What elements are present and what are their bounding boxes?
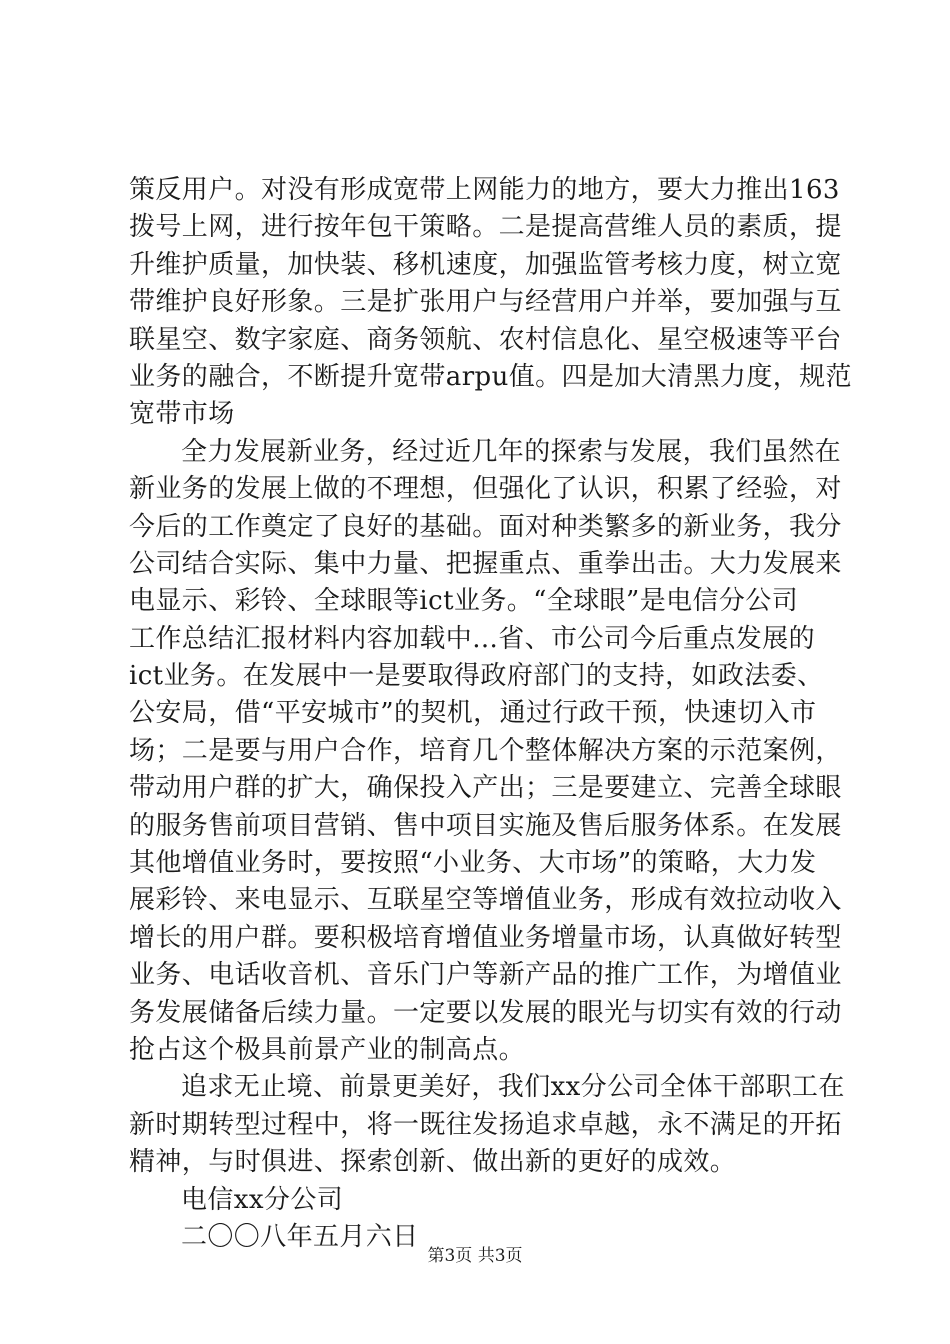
text-line: 追求无止境、前景更美好，我们xx分公司全体干部职工在 [181,1072,845,1103]
text-line: 电显示、彩铃、全球眼等ict业务。“全球眼”是电信分公司 [129,586,799,617]
paragraph-3 [129,1069,845,1181]
text-line: 抢占这个极具前景产业的制高点。 [129,1034,526,1065]
text-line: 拨号上网，进行按年包干策略。二是提高营维人员的素质，提 [129,212,842,243]
text-line: 带动用户群的扩大，确保投入产出；三是要建立、完善全球眼 [129,773,842,804]
text-line: 务发展储备后续力量。一定要以发展的眼光与切实有效的行动 [129,997,842,1028]
text-line: 公司结合实际、集中力量、把握重点、重拳出击。大力发展来 [129,548,842,579]
text-line: 的服务售前项目营销、售中项目实施及售后服务体系。在发展 [129,810,842,841]
text-line: 新时期转型过程中，将一既往发扬追求卓越，永不满足的开拓 [129,1109,842,1140]
text-line: 策反用户。对没有形成宽带上网能力的地方，要大力推出163 [129,175,840,205]
paragraph-2 [129,434,842,1070]
text-line: 精神，与时俱进、探索创新、做出新的更好的成效。 [129,1147,737,1178]
text-line: 其他增值业务时，要按照“小业务、大市场”的策略，大力发 [129,848,817,879]
text-line: 联星空、数字家庭、商务领航、农村信息化、星空极速等平台 [129,324,842,355]
signature-org: 电信xx分公司 [181,1184,344,1215]
text-line: 升维护质量，加快装、移机速度，加强监管考核力度，树立宽 [129,249,842,280]
text-line: 业务的融合，不断提升宽带arpu值。四是加大清黑力度，规范 [129,361,852,392]
page-number: 第3页 共3页 [427,1246,523,1266]
text-line: 工作总结汇报材料内容加载中...省、市公司今后重点发展的 [129,623,815,654]
text-line: 增长的用户群。要积极培育增值业务增量市场，认真做好转型 [129,922,842,953]
text-line: 展彩铃、来电显示、互联星空等增值业务，形成有效拉动收入 [129,885,842,916]
text-line: 公安局，借“平安城市”的契机，通过行政干预，快速切入市 [129,698,817,729]
text-line: 场；二是要与用户合作，培育几个整体解决方案的示范案例， [129,735,842,766]
text-line: 带维护良好形象。三是扩张用户与经营用户并举，要加强与互 [129,287,842,318]
text-line: 新业务的发展上做的不理想，但强化了认识，积累了经验，对 [129,474,842,505]
document-body [129,172,852,1256]
text-line: ict业务。在发展中一是要取得政府部门的支持，如政法委、 [129,661,824,692]
text-line: 今后的工作奠定了良好的基础。面对种类繁多的新业务，我分 [129,511,842,542]
text-line: 业务、电话收音机、音乐门户等新产品的推广工作，为增值业 [129,960,842,991]
paragraph-1 [129,172,852,434]
text-line: 宽带市场 [129,399,235,430]
text-line: 全力发展新业务，经过近几年的探索与发展，我们虽然在 [181,436,842,467]
signature-date: 二〇〇八年五月六日 [181,1221,419,1252]
